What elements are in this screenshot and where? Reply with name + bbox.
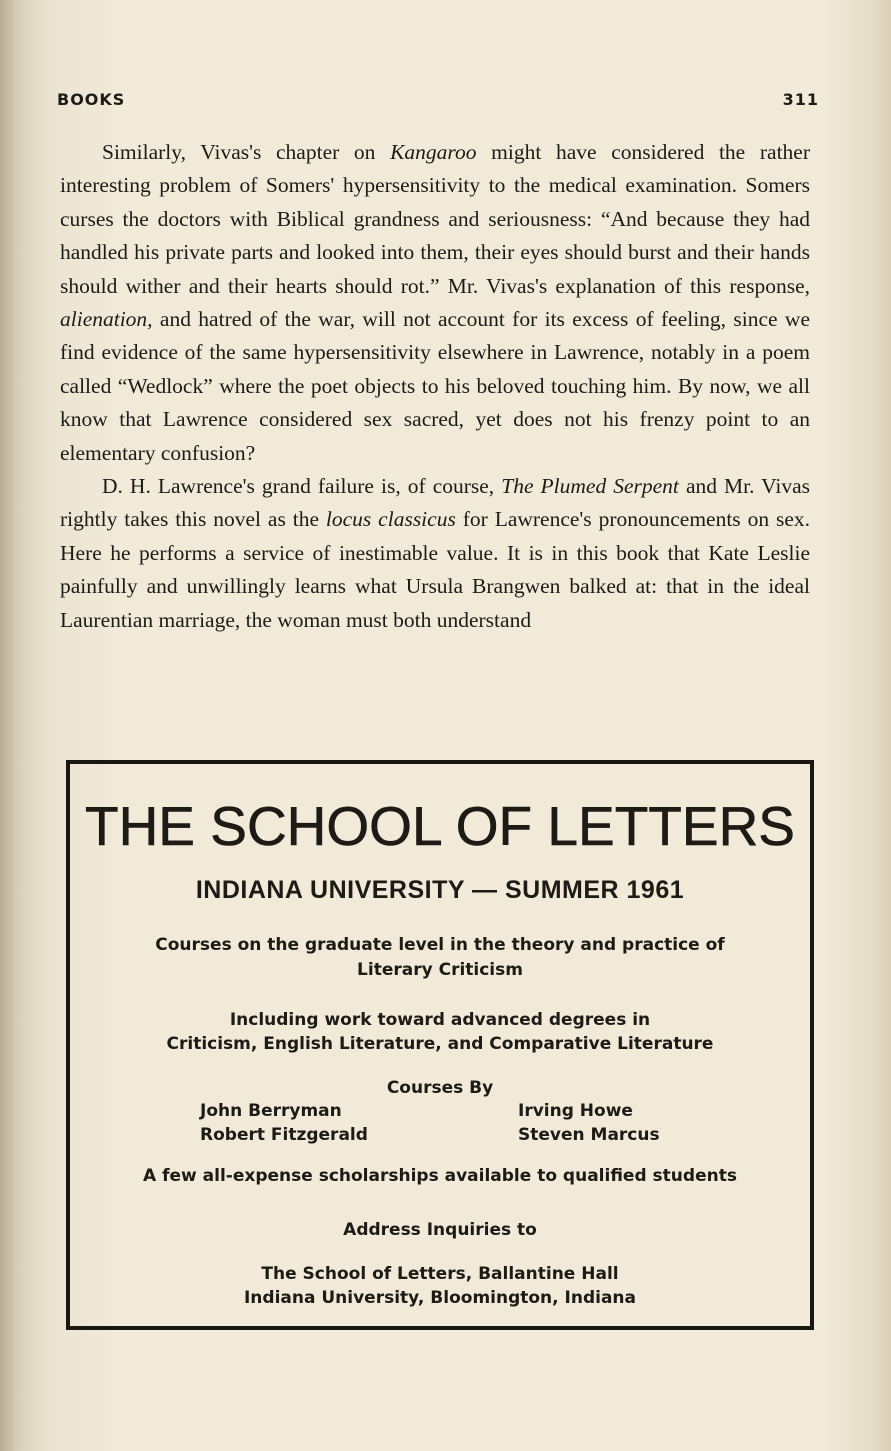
term-locus-classicus: locus classicus (325, 507, 456, 532)
article-body (60, 136, 810, 637)
courses-line-2: Literary Criticism (357, 960, 523, 980)
term-alienation: alienation, (60, 307, 153, 332)
address-line-1: The School of Letters, Ballantine Hall (261, 1264, 619, 1284)
faculty-column-right (518, 1099, 660, 1147)
address-heading: Address Inquiries to (343, 1220, 537, 1240)
paragraph-1 (60, 136, 810, 470)
text-run: and hatred of the war, will not account for its excess of feeling, since we find evidence of the same hypersensitivity elsewhere in Lawrence, notably in a poem called “Wedlock” where the poet objects to his beloved touching him. By now, we all know that Lawrence considered sex sacred, yet does not his frenzy point to an elementary confusion? (60, 307, 810, 465)
school-of-letters-advertisement (66, 760, 814, 1330)
section-title: BOOKS (57, 90, 126, 109)
courses-line-1: Courses on the graduate level in the theory and practice of (155, 935, 725, 955)
faculty-name: Robert Fitzgerald (200, 1125, 368, 1145)
faculty-name: Steven Marcus (518, 1125, 660, 1145)
text-run: might have considered the rather interesting problem of Somers' hypersensitivity to the medical examination. Somers curses the doctors with Biblical grandness and seriousness: “And because they had handled his private parts and looked into them, their eyes should burst and their hands should wither and their hearts should rot.” Mr. Vivas's explanation of this response, (60, 140, 810, 298)
page-number: 311 (782, 90, 819, 109)
degrees-line-1: Including work toward advanced degrees in (229, 1010, 651, 1030)
faculty-name: Irving Howe (518, 1101, 633, 1121)
address-line-2: Indiana University, Bloomington, Indiana (243, 1288, 637, 1308)
text-run: Similarly, Vivas's chapter on (102, 140, 391, 164)
title-kangaroo: Kangaroo (390, 140, 477, 164)
ad-title: THE SCHOOL OF LETTERS (84, 795, 795, 857)
text-run: and Mr. Vivas rightly takes this novel as the (60, 474, 810, 532)
faculty-name: John Berryman (200, 1101, 342, 1121)
text-run: for Lawrence's pronouncements on sex. Here he performs a service of inestimable value. It is in this book that Kate Leslie painfully and unwillingly learns what Ursula Brangwen balked at: that in the ideal Laurentian marriage, the woman must both understand (60, 507, 811, 632)
ad-subtitle: INDIANA UNIVERSITY — SUMMER 1961 (195, 876, 685, 904)
running-head (57, 90, 819, 116)
scholarships-note: A few all-expense scholarships available to qualified students (143, 1166, 737, 1186)
paragraph-2 (60, 470, 810, 637)
faculty-list (70, 1099, 810, 1149)
degrees-line-2: Criticism, English Literature, and Comparative Literature (166, 1034, 714, 1054)
faculty-column-left (200, 1099, 368, 1147)
title-plumed-serpent: The Plumed Serpent (501, 474, 679, 499)
text-run: D. H. Lawrence's grand failure is, of course, (102, 474, 502, 499)
courses-by-heading: Courses By (386, 1078, 494, 1098)
